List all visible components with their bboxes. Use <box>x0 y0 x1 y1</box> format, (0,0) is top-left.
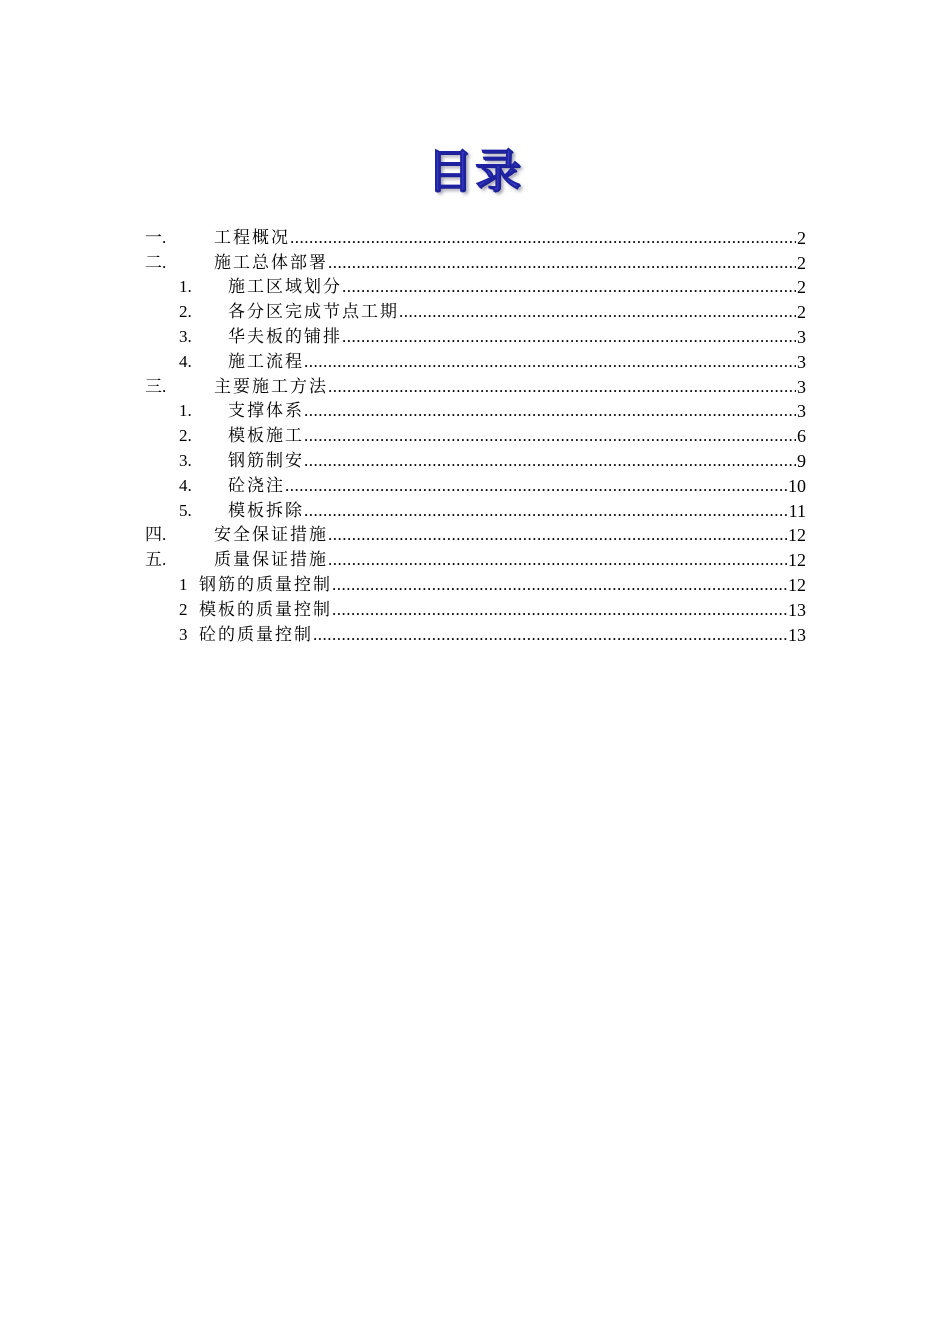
toc-entry-label: 砼的质量控制 <box>199 624 313 645</box>
toc-entry-page-number: 6 <box>797 426 806 447</box>
toc-entry[interactable] <box>145 472 806 497</box>
toc-entry-label: 工程概况 <box>214 227 290 248</box>
toc-entry-number: 1. <box>179 401 192 421</box>
toc-entry-number: 4. <box>179 351 192 371</box>
toc-entry-label: 模板施工 <box>228 426 304 447</box>
toc-entry-label: 砼浇注 <box>228 475 285 496</box>
toc-entry-number: 2 <box>179 599 188 619</box>
toc-entry[interactable] <box>145 596 806 621</box>
toc-entry-number: 4. <box>179 475 192 495</box>
toc-dot-leader <box>342 276 796 298</box>
toc-dot-leader <box>328 524 787 546</box>
toc-entry[interactable] <box>145 348 806 373</box>
toc-entry-page-number: 2 <box>797 227 806 248</box>
toc-dot-leader <box>332 574 787 596</box>
toc-entry-label: 模板拆除 <box>228 500 304 521</box>
toc-entry[interactable] <box>145 447 806 472</box>
toc-entry-number: 一. <box>145 227 167 247</box>
toc-entry-label: 施工流程 <box>228 351 304 372</box>
toc-entry[interactable] <box>145 298 806 323</box>
toc-dot-leader <box>304 500 788 522</box>
toc-entry-number: 3. <box>179 450 192 470</box>
toc-dot-leader <box>304 450 796 472</box>
toc-dot-leader <box>285 475 787 497</box>
toc-entry-label: 支撑体系 <box>228 401 304 422</box>
toc-entry[interactable] <box>145 497 806 522</box>
toc-dot-leader <box>290 227 796 249</box>
toc-entry-page-number: 9 <box>797 450 806 471</box>
toc-dot-leader <box>304 425 796 447</box>
toc-entry-number: 2. <box>179 302 192 322</box>
toc-entry-label: 钢筋制安 <box>228 450 304 471</box>
toc-entry-page-number: 3 <box>797 401 806 422</box>
toc-dot-leader <box>328 549 787 571</box>
toc-entry-label: 质量保证措施 <box>214 550 328 571</box>
toc-entry-page-number: 13 <box>788 624 806 645</box>
toc-entry-page-number: 12 <box>788 550 806 571</box>
toc-dot-leader <box>304 351 796 373</box>
toc-entry-number: 四. <box>145 525 167 545</box>
toc-entry-number: 3 <box>179 624 188 644</box>
toc-entry[interactable] <box>145 274 806 299</box>
toc-entry-number: 2. <box>179 426 192 446</box>
toc-entry[interactable] <box>145 323 806 348</box>
toc-dot-leader <box>342 326 796 348</box>
toc-dot-leader <box>399 301 796 323</box>
toc-dot-leader <box>328 376 796 398</box>
toc-dot-leader <box>332 599 787 621</box>
toc-entry[interactable] <box>145 398 806 423</box>
toc-entry[interactable] <box>145 522 806 547</box>
toc-entry-number: 5. <box>179 500 192 520</box>
toc-entry-number: 3. <box>179 326 192 346</box>
toc-entry-page-number: 3 <box>797 326 806 347</box>
toc-entry[interactable] <box>145 546 806 571</box>
toc-entry-label: 各分区完成节点工期 <box>228 302 399 323</box>
toc-entry[interactable] <box>145 373 806 398</box>
toc-entry-number: 五. <box>145 550 167 570</box>
toc-entry-page-number: 2 <box>797 252 806 273</box>
toc-entry-number: 1 <box>179 574 188 594</box>
toc-entry-page-number: 3 <box>797 351 806 372</box>
toc-entry-label: 主要施工方法 <box>214 376 328 397</box>
toc-entry-label: 施工区域划分 <box>228 277 342 298</box>
toc-entry[interactable] <box>145 224 806 249</box>
toc-entry-number: 三. <box>145 376 167 396</box>
toc-dot-leader <box>328 252 796 274</box>
toc-entry-label: 施工总体部署 <box>214 252 328 273</box>
toc-entry[interactable] <box>145 571 806 596</box>
toc-entry-page-number: 12 <box>788 574 806 595</box>
toc-entry-number: 二. <box>145 252 167 272</box>
toc-entry-page-number: 2 <box>797 302 806 323</box>
toc-entry-number: 1. <box>179 277 192 297</box>
toc-entry-label: 安全保证措施 <box>214 525 328 546</box>
toc-title: 目录 <box>427 144 523 198</box>
toc-entry[interactable] <box>145 621 806 646</box>
table-of-contents <box>145 224 806 646</box>
toc-entry-label: 钢筋的质量控制 <box>199 574 332 595</box>
toc-entry-page-number: 12 <box>788 525 806 546</box>
toc-entry-page-number: 13 <box>788 599 806 620</box>
toc-entry[interactable] <box>145 249 806 274</box>
toc-entry[interactable] <box>145 422 806 447</box>
toc-entry-page-number: 2 <box>797 277 806 298</box>
toc-entry-page-number: 3 <box>797 376 806 397</box>
toc-entry-label: 模板的质量控制 <box>199 599 332 620</box>
toc-entry-page-number: 10 <box>788 475 806 496</box>
toc-dot-leader <box>304 400 796 422</box>
toc-entry-page-number: 11 <box>788 500 806 521</box>
toc-dot-leader <box>313 624 787 646</box>
toc-entry-label: 华夫板的铺排 <box>228 326 342 347</box>
